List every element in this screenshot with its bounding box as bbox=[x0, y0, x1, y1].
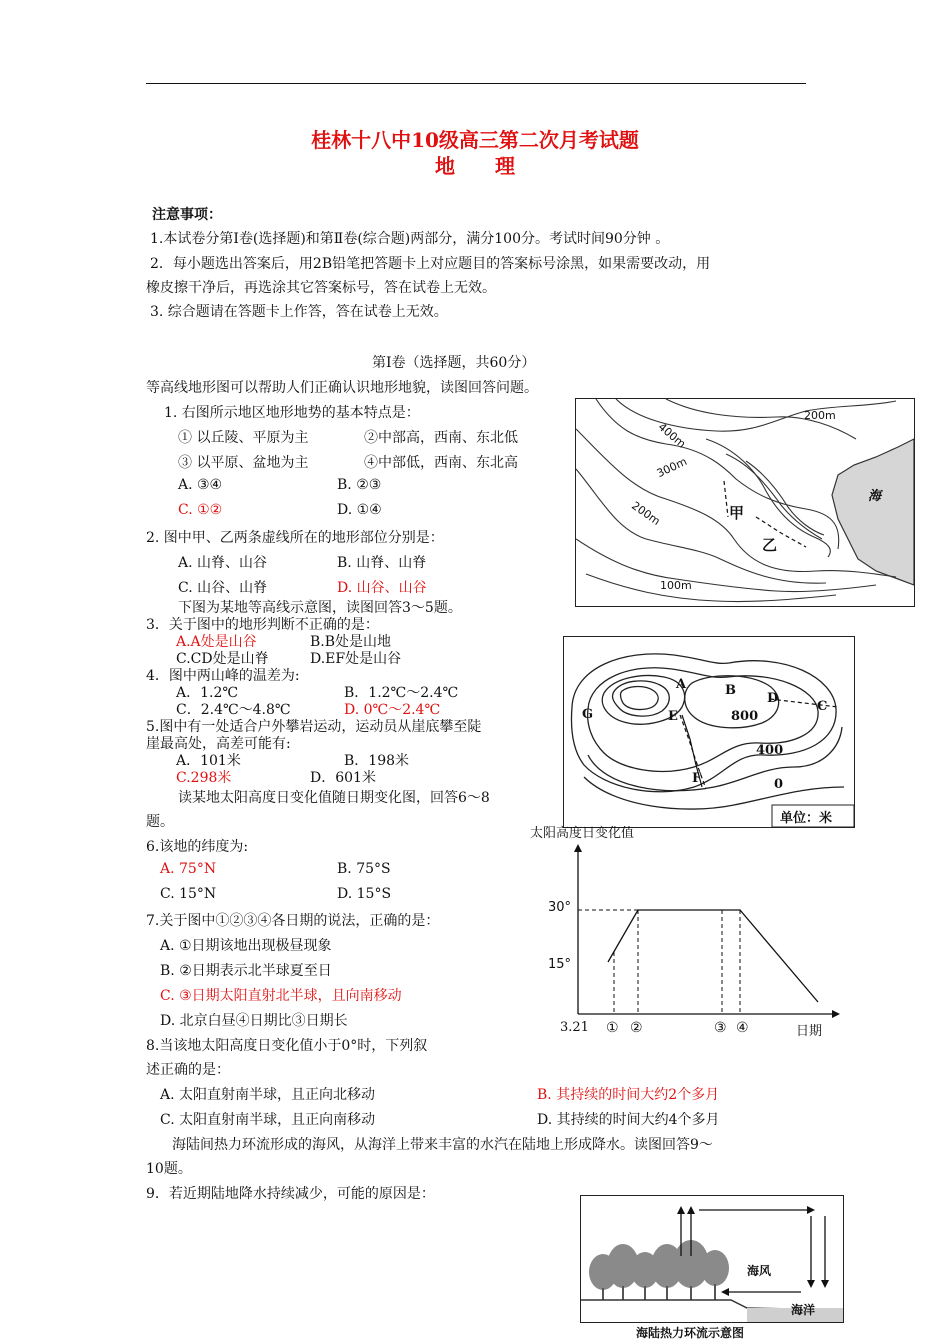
contour-map-svg bbox=[576, 399, 914, 606]
label-e: E bbox=[668, 709, 678, 724]
solar-chart-svg bbox=[530, 822, 850, 1044]
peaks-contour-figure bbox=[563, 636, 855, 828]
q2-option-a: A. 山脊、山谷 bbox=[178, 555, 268, 571]
q8-stem-1: 8.当该地太阳高度日变化值小于0°时，下列叙 bbox=[146, 1038, 428, 1054]
note-1: 1.本试卷分第Ⅰ卷(选择题)和第Ⅱ卷(综合题)两部分，满分100分。考试时间90分钟 。 bbox=[150, 231, 670, 247]
q2-option-b: B. 山脊、山脊 bbox=[337, 555, 427, 571]
contour-label-100m: 100m bbox=[660, 579, 692, 592]
q4-option-c: C．2.4℃～4.8℃ bbox=[176, 702, 291, 718]
intro-q6-8-line1: 读某地太阳高度日变化值随日期变化图，回答6～8 bbox=[178, 790, 490, 806]
q8-stem-2: 述正确的是： bbox=[146, 1062, 230, 1078]
solar-chart-figure bbox=[530, 822, 850, 1044]
contour-label-200m-top: 200m bbox=[804, 409, 836, 422]
label-400: 400 bbox=[756, 743, 784, 758]
q6-option-a: A. 75°N bbox=[160, 861, 217, 877]
exam-subject: 地 理 bbox=[435, 154, 515, 178]
note-2: 2．每小题选出答案后，用2B铅笔把答题卡上对应题目的答案标号涂黑，如果需要改动，用 bbox=[150, 256, 711, 272]
q8-option-c: C. 太阳直射南半球，且正向南移动 bbox=[160, 1112, 376, 1128]
q3-option-a: A.A处是山谷 bbox=[176, 634, 257, 650]
contour-map-figure bbox=[575, 398, 915, 607]
note-3: 3. 综合题请在答题卡上作答，答在试卷上无效。 bbox=[150, 304, 448, 320]
q6-stem: 6.该地的纬度为: bbox=[146, 839, 249, 855]
intro-q6-8-line2: 题。 bbox=[146, 814, 174, 830]
x-tick-2: ② bbox=[630, 1020, 643, 1036]
q5-stem-1: 5.图中有一处适合户外攀岩运动，运动员从崖底攀至陡 bbox=[146, 719, 482, 735]
q7-option-d: D. 北京白昼④日期比③日期长 bbox=[160, 1013, 348, 1029]
jia-dashed-line bbox=[724, 481, 728, 517]
y-tick-30: 30° bbox=[548, 900, 572, 915]
label-sea: 海 bbox=[868, 489, 882, 504]
q1-statement-3: ③ 以平原、盆地为主 bbox=[178, 455, 309, 471]
q4-option-d: D. 0℃～2.4℃ bbox=[344, 702, 441, 718]
q1-statement-4: ④中部低，西南、东北高 bbox=[364, 455, 518, 471]
solar-series-line bbox=[608, 910, 818, 1002]
q2-option-d: D. 山谷、山谷 bbox=[337, 580, 427, 596]
x-tick-3: ③ bbox=[714, 1020, 727, 1036]
q2-stem: 2. 图中甲、乙两条虚线所在的地形部位分别是： bbox=[146, 530, 444, 546]
exam-title: 桂林十八中10级高三第二次月考试题 bbox=[311, 128, 639, 152]
circulation-caption: 海陆热力环流示意图 bbox=[636, 1326, 745, 1340]
q6-option-d: D. 15°S bbox=[337, 886, 392, 902]
label-a: A bbox=[676, 677, 687, 692]
sea-wind-label: 海风 bbox=[747, 1264, 772, 1278]
contour-label-400m: 400m bbox=[655, 420, 689, 451]
q3-option-b: B.B处是山地 bbox=[310, 634, 392, 650]
q4-option-a: A．1.2℃ bbox=[176, 685, 239, 701]
x-tick-4: ④ bbox=[736, 1020, 749, 1036]
intro-q9-10-line1: 海陆间热力环流形成的海风，从海洋上带来丰富的水汽在陆地上形成降水。读图回答9～ bbox=[172, 1137, 713, 1153]
q5-option-d: D．601米 bbox=[310, 770, 376, 786]
section-intro: 等高线地形图可以帮助人们正确认识地形地貌，读图回答问题。 bbox=[146, 380, 538, 396]
q8-option-d: D. 其持续的时间大约4个多月 bbox=[537, 1112, 720, 1128]
q9-stem: 9．若近期陆地降水持续减少，可能的原因是： bbox=[146, 1186, 435, 1202]
circulation-figure bbox=[580, 1195, 844, 1323]
header-rule bbox=[146, 83, 806, 84]
q8-option-a: A. 太阳直射南半球，且正向北移动 bbox=[160, 1087, 376, 1103]
label-jia: 甲 bbox=[729, 504, 745, 522]
q6-option-b: B. 75°S bbox=[337, 861, 391, 877]
intro-q9-10-line2: 10题。 bbox=[146, 1161, 192, 1177]
q7-option-a: A. ①日期该地出现极昼现象 bbox=[160, 938, 332, 954]
label-c: C bbox=[817, 699, 828, 714]
q3-option-c: C.CD处是山脊 bbox=[176, 651, 269, 667]
label-800: 800 bbox=[731, 709, 759, 724]
intro-q3-5: 下图为某地等高线示意图，读图回答3～5题。 bbox=[178, 600, 462, 616]
x-tick-1: ① bbox=[606, 1020, 619, 1036]
q1-statement-2: ②中部高，西南、东北低 bbox=[364, 430, 518, 446]
q4-stem: 4．图中两山峰的温差为: bbox=[146, 668, 300, 684]
q5-option-a: A．101米 bbox=[176, 753, 241, 769]
peaks-contour-svg bbox=[564, 637, 854, 827]
q8-option-b: B. 其持续的时间大约2个多月 bbox=[537, 1087, 720, 1103]
q1-option-d: D. ①④ bbox=[337, 502, 382, 518]
q7-option-b: B. ②日期表示北半球夏至日 bbox=[160, 963, 332, 979]
y-tick-15: 15° bbox=[548, 957, 572, 972]
label-b: B bbox=[725, 683, 736, 698]
q1-option-b: B. ②③ bbox=[337, 477, 382, 493]
contour-label-200m-left: 200m bbox=[629, 499, 663, 528]
label-d: D bbox=[767, 691, 779, 706]
q2-option-c: C. 山谷、山脊 bbox=[178, 580, 268, 596]
q6-option-c: C. 15°N bbox=[160, 886, 217, 902]
solar-chart-title: 太阳高度日变化值 bbox=[530, 826, 635, 841]
q4-option-b: B．1.2℃～2.4℃ bbox=[344, 685, 459, 701]
note-2b: 橡皮擦干净后，再选涂其它答案标号，答在试卷上无效。 bbox=[146, 280, 496, 296]
q1-option-a: A. ③④ bbox=[178, 477, 223, 493]
x-tick-start: 3.21 bbox=[560, 1020, 589, 1035]
q7-stem: 7.关于图中①②③④各日期的说法，正确的是： bbox=[146, 913, 440, 929]
q5-stem-2: 崖最高处，高差可能有: bbox=[146, 736, 291, 752]
q5-option-b: B．198米 bbox=[344, 753, 410, 769]
q1-stem: 1. 右图所示地区地形地势的基本特点是： bbox=[164, 405, 420, 421]
q5-option-c: C.298米 bbox=[176, 770, 232, 786]
x-axis-label: 日期 bbox=[796, 1024, 823, 1039]
q1-option-c: C. ①② bbox=[178, 502, 223, 518]
ocean-label: 海洋 bbox=[791, 1303, 816, 1317]
label-g: G bbox=[582, 707, 594, 722]
notes-heading: 注意事项： bbox=[152, 207, 222, 223]
q3-option-d: D.EF处是山谷 bbox=[310, 651, 402, 667]
unit-label: 单位：米 bbox=[780, 811, 833, 826]
label-0: 0 bbox=[774, 777, 784, 792]
sea-area bbox=[832, 439, 914, 585]
q1-statement-1: ① 以丘陵、平原为主 bbox=[178, 430, 309, 446]
label-f: F bbox=[692, 771, 702, 786]
q7-option-c: C. ③日期太阳直射北半球，且向南移动 bbox=[160, 988, 402, 1004]
cliff-dashed-line bbox=[770, 699, 838, 707]
q3-stem: 3．关于图中的地形判断不正确的是： bbox=[146, 617, 379, 633]
section-title: 第Ⅰ卷（选择题，共60分） bbox=[372, 355, 536, 371]
contour-label-300m: 300m bbox=[654, 454, 689, 481]
label-yi: 乙 bbox=[762, 536, 778, 554]
